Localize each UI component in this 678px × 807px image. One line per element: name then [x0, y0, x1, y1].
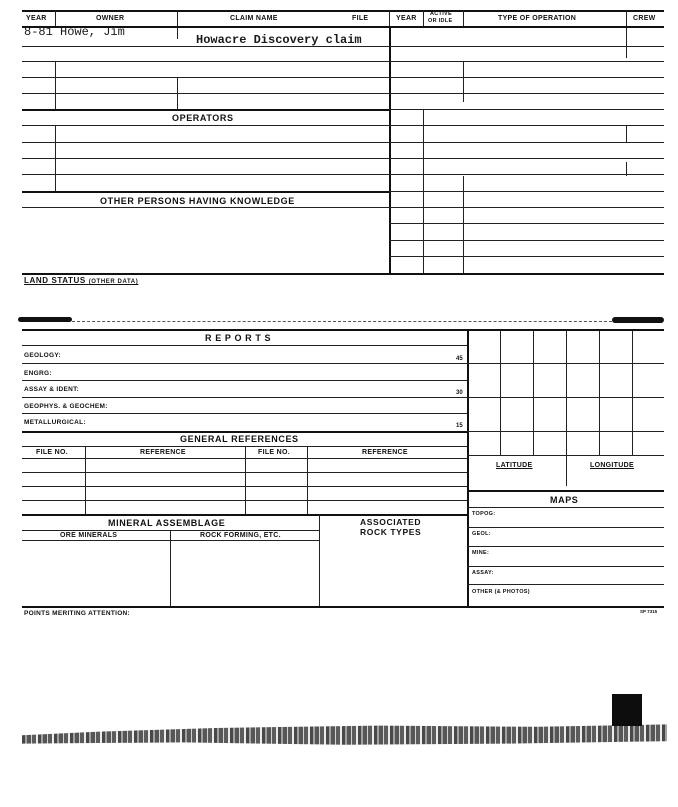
report-geology-label: GEOLOGY: — [24, 352, 61, 359]
grid-line — [632, 331, 633, 455]
row-line — [22, 93, 389, 94]
report-engrg-label: ENGRG: — [24, 370, 52, 377]
col-divider — [307, 446, 308, 514]
mineral-bottom-border — [22, 606, 664, 608]
row-line — [389, 223, 664, 224]
header-active-or-idle-1: ACTIVE — [430, 11, 452, 17]
right-panel-border — [467, 329, 469, 606]
smear-mark-left — [18, 317, 72, 322]
row-line — [389, 240, 664, 241]
col-divider — [626, 10, 627, 26]
top-border — [22, 10, 664, 12]
col-divider — [463, 62, 464, 102]
grid-line — [467, 431, 664, 432]
col-divider — [319, 514, 320, 606]
col-divider — [85, 446, 86, 514]
record-claim-name: Howacre Discovery claim — [196, 33, 362, 47]
row-line — [22, 380, 467, 381]
row-line — [22, 77, 389, 78]
maps-assay-label: ASSAY: — [472, 570, 494, 576]
row-line — [22, 397, 467, 398]
grid-line — [500, 331, 501, 455]
col-divider — [626, 28, 627, 58]
maps-topog-label: TOPOG: — [472, 511, 496, 517]
col-divider — [170, 530, 171, 606]
row-line — [389, 61, 664, 62]
report-geology-number: 45 — [456, 356, 463, 362]
row-line — [389, 256, 664, 257]
land-status-heading — [24, 276, 138, 285]
row-line — [22, 61, 389, 62]
row-line — [22, 207, 389, 208]
report-assay-number: 30 — [456, 390, 463, 396]
scan-artifact-bar — [22, 722, 667, 746]
other-persons-top-border — [22, 191, 389, 193]
row-line — [22, 158, 389, 159]
maps-heading: MAPS — [550, 495, 579, 505]
rock-forming-header: ROCK FORMING, ETC. — [200, 532, 281, 539]
col-divider — [423, 10, 424, 26]
col-divider — [177, 77, 178, 109]
mineral-assemblage-heading: MINERAL ASSEMBLAGE — [108, 518, 226, 528]
row-line — [467, 507, 664, 508]
ref-reference-header-1: REFERENCE — [140, 449, 186, 456]
row-line — [467, 566, 664, 567]
mineral-top-border — [22, 514, 467, 516]
grid-line — [566, 331, 567, 486]
row-line — [22, 345, 467, 346]
header-year: YEAR — [26, 15, 47, 22]
maps-other-label: OTHER (& PHOTOS) — [472, 589, 530, 595]
report-geophys-label: GEOPHYS. & GEOCHEM: — [24, 403, 108, 410]
general-references-heading: GENERAL REFERENCES — [180, 434, 299, 444]
row-line — [389, 142, 664, 143]
report-assay-label: ASSAY & IDENT: — [24, 386, 80, 393]
row-line — [389, 207, 664, 208]
header-crew: CREW — [633, 15, 656, 22]
report-metallurgical-label: METALLURGICAL: — [24, 419, 86, 426]
col-divider — [55, 61, 56, 109]
longitude-label: LONGITUDE — [590, 462, 634, 469]
grid-line — [467, 363, 664, 364]
maps-top-border — [467, 490, 664, 492]
reports-heading: R E P O R T S — [205, 333, 272, 343]
col-divider — [389, 10, 390, 26]
operators-heading: OPERATORS — [172, 113, 234, 123]
col-divider — [626, 125, 627, 143]
separator-dash-line — [72, 321, 612, 322]
row-line — [22, 142, 389, 143]
row-line — [389, 93, 664, 94]
row-line — [389, 109, 664, 110]
col-divider — [177, 27, 178, 39]
latitude-label: LATITUDE — [496, 462, 533, 469]
ref-file-no-header-1: FILE NO. — [36, 449, 68, 456]
header-type-of-operation: TYPE OF OPERATION — [498, 15, 577, 22]
form-code: SP 7315 — [640, 609, 658, 614]
row-line — [389, 174, 664, 175]
operators-top-border — [22, 109, 389, 111]
header-claim-name: CLAIM NAME — [230, 15, 278, 22]
scan-artifact-block — [612, 694, 642, 726]
header-year-2: YEAR — [396, 15, 417, 22]
row-line — [22, 363, 467, 364]
row-line — [22, 413, 467, 414]
points-meriting-attention-label: POINTS MERITING ATTENTION: — [24, 610, 131, 617]
row-line — [22, 174, 389, 175]
header-file: FILE — [352, 15, 369, 22]
ore-minerals-header: ORE MINERALS — [60, 532, 118, 539]
ref-reference-header-2: REFERENCE — [362, 449, 408, 456]
col-divider — [245, 446, 246, 514]
record-owner: Howe, Jim — [60, 25, 125, 39]
grid-line — [599, 331, 600, 455]
row-line — [389, 77, 664, 78]
maps-mine-label: MINE: — [472, 550, 490, 556]
other-persons-heading: OTHER PERSONS HAVING KNOWLEDGE — [100, 196, 295, 206]
reports-top-border — [22, 329, 664, 331]
col-divider — [55, 125, 56, 191]
grid-line — [467, 455, 664, 456]
maps-geol-label: GEOL: — [472, 531, 491, 537]
smear-mark-right — [612, 317, 664, 323]
row-line — [467, 546, 664, 547]
references-top-border — [22, 431, 467, 433]
grid-line — [467, 397, 664, 398]
associated-rock-types-heading-2: ROCK TYPES — [360, 527, 422, 537]
associated-rock-types-heading-1: ASSOCIATED — [360, 517, 422, 527]
row-line — [389, 125, 664, 126]
row-line — [389, 191, 664, 192]
row-line — [22, 46, 389, 47]
row-line — [22, 125, 389, 126]
header-owner: OWNER — [96, 15, 125, 22]
land-status-sub: (OTHER DATA) — [88, 279, 139, 285]
row-line — [467, 584, 664, 585]
ref-file-no-header-2: FILE NO. — [258, 449, 290, 456]
record-year: 8-81 — [24, 25, 53, 39]
col-divider — [463, 10, 464, 26]
right-block-border — [389, 26, 391, 273]
row-line — [389, 46, 664, 47]
row-line — [389, 158, 664, 159]
row-line — [467, 527, 664, 528]
col-divider — [177, 10, 178, 26]
right-block-bottom — [22, 273, 664, 275]
col-divider — [55, 10, 56, 26]
report-metallurgical-number: 15 — [456, 423, 463, 429]
header-active-or-idle-2: OR IDLE — [428, 18, 453, 24]
land-status-label: LAND STATUS — [24, 276, 86, 285]
grid-line — [533, 331, 534, 455]
